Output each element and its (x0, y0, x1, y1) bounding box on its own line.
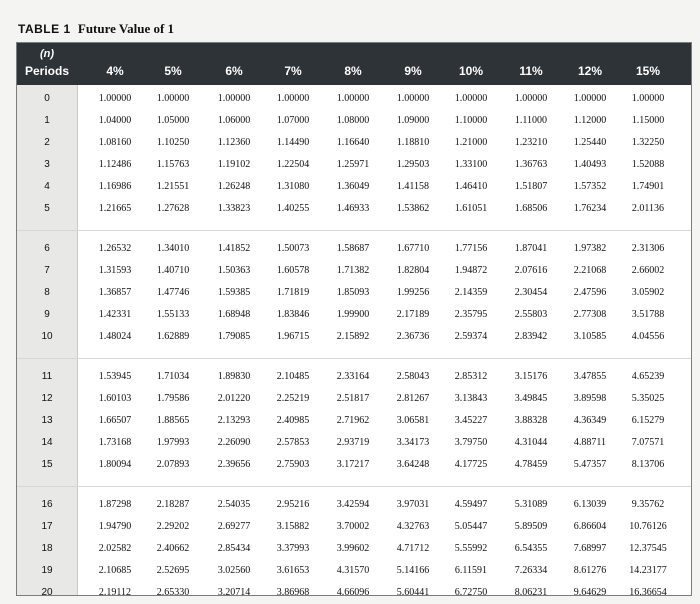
value-cell: 3.51788 (631, 309, 665, 320)
table-row (17, 200, 691, 220)
value-cell: 5.47357 (573, 459, 607, 470)
value-cell: 3.42594 (336, 499, 370, 510)
value-cell: 2.10685 (98, 565, 132, 576)
value-cell: 2.54035 (217, 499, 251, 510)
value-cell: 5.14166 (396, 565, 430, 576)
value-cell: 1.00000 (217, 93, 251, 104)
value-cell: 1.00000 (454, 93, 488, 104)
value-cell: 1.14490 (276, 137, 310, 148)
period-cell: 6 (44, 243, 50, 254)
value-cell: 1.79586 (156, 393, 190, 404)
value-cell: 2.47596 (573, 287, 607, 298)
future-value-table (16, 42, 692, 596)
period-cell: 14 (41, 437, 53, 448)
value-cell: 1.00000 (156, 93, 190, 104)
value-cell: 3.86968 (276, 587, 310, 598)
value-cell: 1.41852 (217, 243, 251, 254)
value-cell: 4.88711 (573, 437, 607, 448)
value-cell: 6.72750 (454, 587, 488, 598)
value-cell: 1.08000 (336, 115, 370, 126)
value-cell: 2.35795 (454, 309, 488, 320)
value-cell: 2.69277 (217, 521, 251, 532)
value-cell: 1.55133 (156, 309, 190, 320)
value-cell: 2.65330 (156, 587, 190, 598)
table-row (17, 306, 691, 326)
value-cell: 6.11591 (454, 565, 488, 576)
value-cell: 6.86604 (573, 521, 607, 532)
value-cell: 1.96715 (276, 331, 310, 342)
value-cell: 1.32250 (631, 137, 665, 148)
value-cell: 1.40493 (573, 159, 607, 170)
value-cell: 1.77156 (454, 243, 488, 254)
value-cell: 1.60103 (98, 393, 132, 404)
value-cell: 1.59385 (217, 287, 251, 298)
value-cell: 6.13039 (573, 499, 607, 510)
value-cell: 9.35762 (631, 499, 665, 510)
header-rate-1: 4% (106, 64, 124, 78)
value-cell: 1.62889 (156, 331, 190, 342)
period-cell: 8 (44, 287, 50, 298)
value-cell: 1.26532 (98, 243, 132, 254)
value-cell: 1.15000 (631, 115, 665, 126)
table-row (17, 156, 691, 176)
value-cell: 2.14359 (454, 287, 488, 298)
table-name: Future Value of 1 (77, 21, 175, 36)
value-cell: 2.75903 (276, 459, 310, 470)
value-cell: 1.00000 (336, 93, 370, 104)
table-row (17, 284, 691, 304)
value-cell: 1.50073 (276, 243, 310, 254)
value-cell: 1.06000 (217, 115, 251, 126)
value-cell: 1.36857 (98, 287, 132, 298)
period-cell: 19 (41, 565, 53, 576)
period-cell: 5 (44, 203, 50, 214)
period-cell: 3 (44, 159, 50, 170)
value-cell: 3.15176 (514, 371, 548, 382)
value-cell: 4.66096 (336, 587, 370, 598)
value-cell: 2.10485 (276, 371, 310, 382)
value-cell: 16.36654 (629, 587, 667, 598)
value-cell: 1.74901 (631, 181, 665, 192)
value-cell: 1.79085 (217, 331, 251, 342)
value-cell: 1.29503 (396, 159, 430, 170)
header-rate-8: 11% (519, 64, 543, 78)
value-cell: 3.49845 (514, 393, 548, 404)
value-cell: 1.26248 (217, 181, 251, 192)
value-cell: 2.77308 (573, 309, 607, 320)
value-cell: 1.22504 (276, 159, 310, 170)
value-cell: 1.40710 (156, 265, 190, 276)
table-row (17, 262, 691, 282)
value-cell: 1.10250 (156, 137, 190, 148)
period-cell: 2 (44, 137, 50, 148)
header-rate-4: 7% (284, 64, 302, 78)
value-cell: 1.21551 (156, 181, 190, 192)
value-cell: 2.36736 (396, 331, 430, 342)
value-cell: 2.66002 (631, 265, 665, 276)
value-cell: 1.00000 (276, 93, 310, 104)
value-cell: 1.23210 (514, 137, 548, 148)
table-label: TABLE 1 (18, 22, 71, 36)
header-rate-7: 10% (458, 64, 484, 78)
header-rate-2: 5% (164, 64, 182, 78)
value-cell: 8.13706 (631, 459, 665, 470)
value-cell: 4.17725 (454, 459, 488, 470)
value-cell: 2.21068 (573, 265, 607, 276)
table-row (17, 456, 691, 476)
table-row (17, 518, 691, 538)
value-cell: 3.15882 (276, 521, 310, 532)
value-cell: 3.10585 (573, 331, 607, 342)
value-cell: 3.05902 (631, 287, 665, 298)
value-cell: 2.17189 (396, 309, 430, 320)
period-cell: 0 (44, 93, 50, 104)
value-cell: 2.59374 (454, 331, 488, 342)
table-header (17, 43, 691, 85)
value-cell: 2.93719 (336, 437, 370, 448)
value-cell: 5.35025 (631, 393, 665, 404)
value-cell: 1.71382 (336, 265, 370, 276)
table-row (17, 390, 691, 410)
period-cell: 18 (41, 543, 53, 554)
table-row (17, 328, 691, 348)
value-cell: 1.12486 (98, 159, 132, 170)
value-cell: 2.33164 (336, 371, 370, 382)
table-row (17, 178, 691, 198)
value-cell: 1.19102 (217, 159, 251, 170)
value-cell: 3.20714 (217, 587, 251, 598)
value-cell: 1.99900 (336, 309, 370, 320)
value-cell: 4.31570 (336, 565, 370, 576)
value-cell: 1.25971 (336, 159, 370, 170)
value-cell: 1.07000 (276, 115, 310, 126)
table-row (17, 112, 691, 132)
value-cell: 2.85312 (454, 371, 488, 382)
value-cell: 1.53862 (396, 203, 430, 214)
period-cell: 1 (44, 115, 50, 126)
value-cell: 1.85093 (336, 287, 370, 298)
value-cell: 1.31080 (276, 181, 310, 192)
value-cell: 1.53945 (98, 371, 132, 382)
value-cell: 9.64629 (573, 587, 607, 598)
value-cell: 1.89830 (217, 371, 251, 382)
value-cell: 3.61653 (276, 565, 310, 576)
value-cell: 3.06581 (396, 415, 430, 426)
value-cell: 2.55803 (514, 309, 548, 320)
value-cell: 1.00000 (98, 93, 132, 104)
value-cell: 1.97382 (573, 243, 607, 254)
value-cell: 14.23177 (629, 565, 667, 576)
header-n-label: (n) (39, 48, 55, 60)
header-rate-10: 15% (635, 64, 661, 78)
value-cell: 1.97993 (156, 437, 190, 448)
period-cell: 15 (41, 459, 53, 470)
value-cell: 8.61276 (573, 565, 607, 576)
value-cell: 1.80094 (98, 459, 132, 470)
period-cell: 10 (41, 331, 53, 342)
value-cell: 4.78459 (514, 459, 548, 470)
header-rate-3: 6% (225, 64, 243, 78)
table-row (17, 584, 691, 604)
header-rate-9: 12% (577, 64, 603, 78)
table-row (17, 496, 691, 516)
value-cell: 3.64248 (396, 459, 430, 470)
value-cell: 3.97031 (396, 499, 430, 510)
value-cell: 1.12360 (217, 137, 251, 148)
value-cell: 2.01136 (631, 203, 665, 214)
value-cell: 4.31044 (514, 437, 548, 448)
value-cell: 1.83846 (276, 309, 310, 320)
value-cell: 2.40662 (156, 543, 190, 554)
value-cell: 2.15892 (336, 331, 370, 342)
value-cell: 2.58043 (396, 371, 430, 382)
value-cell: 2.52695 (156, 565, 190, 576)
value-cell: 4.71712 (396, 543, 430, 554)
value-cell: 1.51807 (514, 181, 548, 192)
table-row (17, 412, 691, 432)
value-cell: 1.47746 (156, 287, 190, 298)
value-cell: 1.46933 (336, 203, 370, 214)
value-cell: 2.19112 (98, 587, 132, 598)
period-cell: 16 (41, 499, 53, 510)
value-cell: 1.68948 (217, 309, 251, 320)
value-cell: 1.57352 (573, 181, 607, 192)
value-cell: 1.33823 (217, 203, 251, 214)
value-cell: 2.26090 (217, 437, 251, 448)
value-cell: 4.65239 (631, 371, 665, 382)
table-row (17, 134, 691, 154)
period-cell: 13 (41, 415, 53, 426)
value-cell: 1.34010 (156, 243, 190, 254)
table-row (17, 562, 691, 582)
table-title (18, 21, 174, 37)
value-cell: 1.73168 (98, 437, 132, 448)
value-cell: 1.00000 (396, 93, 430, 104)
value-cell: 3.13843 (454, 393, 488, 404)
group-divider (17, 230, 691, 231)
value-cell: 3.02560 (217, 565, 251, 576)
value-cell: 2.51817 (336, 393, 370, 404)
value-cell: 3.34173 (396, 437, 430, 448)
value-cell: 1.99256 (396, 287, 430, 298)
value-cell: 2.85434 (217, 543, 251, 554)
value-cell: 6.54355 (514, 543, 548, 554)
value-cell: 1.10000 (454, 115, 488, 126)
value-cell: 2.29202 (156, 521, 190, 532)
value-cell: 3.99602 (336, 543, 370, 554)
table-row (17, 434, 691, 454)
value-cell: 5.31089 (514, 499, 548, 510)
value-cell: 1.09000 (396, 115, 430, 126)
value-cell: 2.13293 (217, 415, 251, 426)
table-row (17, 368, 691, 388)
period-cell: 7 (44, 265, 50, 276)
value-cell: 1.71819 (276, 287, 310, 298)
value-cell: 5.89509 (514, 521, 548, 532)
value-cell: 3.37993 (276, 543, 310, 554)
group-divider (17, 486, 691, 487)
value-cell: 1.52088 (631, 159, 665, 170)
value-cell: 1.16986 (98, 181, 132, 192)
value-cell: 1.68506 (514, 203, 548, 214)
value-cell: 3.70002 (336, 521, 370, 532)
value-cell: 1.16640 (336, 137, 370, 148)
value-cell: 1.76234 (573, 203, 607, 214)
value-cell: 1.25440 (573, 137, 607, 148)
value-cell: 1.46410 (454, 181, 488, 192)
value-cell: 3.79750 (454, 437, 488, 448)
value-cell: 2.25219 (276, 393, 310, 404)
value-cell: 2.01220 (217, 393, 251, 404)
value-cell: 1.87041 (514, 243, 548, 254)
value-cell: 1.21665 (98, 203, 132, 214)
value-cell: 1.50363 (217, 265, 251, 276)
value-cell: 1.67710 (396, 243, 430, 254)
value-cell: 1.94790 (98, 521, 132, 532)
value-cell: 1.00000 (514, 93, 548, 104)
value-cell: 7.68997 (573, 543, 607, 554)
value-cell: 7.26334 (514, 565, 548, 576)
value-cell: 2.02582 (98, 543, 132, 554)
period-cell: 17 (41, 521, 53, 532)
value-cell: 2.39656 (217, 459, 251, 470)
value-cell: 1.40255 (276, 203, 310, 214)
period-cell: 11 (41, 371, 53, 382)
table-row (17, 90, 691, 110)
value-cell: 2.07893 (156, 459, 190, 470)
period-cell: 20 (41, 587, 53, 598)
value-cell: 1.41158 (396, 181, 430, 192)
group-divider (17, 358, 691, 359)
table-row (17, 240, 691, 260)
value-cell: 8.06231 (514, 587, 548, 598)
value-cell: 3.47855 (573, 371, 607, 382)
value-cell: 2.71962 (336, 415, 370, 426)
value-cell: 1.00000 (573, 93, 607, 104)
value-cell: 1.00000 (631, 93, 665, 104)
value-cell: 10.76126 (629, 521, 667, 532)
value-cell: 2.18287 (156, 499, 190, 510)
value-cell: 1.08160 (98, 137, 132, 148)
value-cell: 1.36763 (514, 159, 548, 170)
value-cell: 1.31593 (98, 265, 132, 276)
value-cell: 2.95216 (276, 499, 310, 510)
value-cell: 1.48024 (98, 331, 132, 342)
value-cell: 1.05000 (156, 115, 190, 126)
value-cell: 7.07571 (631, 437, 665, 448)
value-cell: 1.18810 (396, 137, 430, 148)
value-cell: 1.04000 (98, 115, 132, 126)
value-cell: 5.05447 (454, 521, 488, 532)
value-cell: 4.04556 (631, 331, 665, 342)
value-cell: 1.60578 (276, 265, 310, 276)
value-cell: 6.15279 (631, 415, 665, 426)
value-cell: 3.89598 (573, 393, 607, 404)
table-row (17, 540, 691, 560)
value-cell: 2.31306 (631, 243, 665, 254)
value-cell: 1.94872 (454, 265, 488, 276)
header-periods-label: Periods (24, 64, 69, 78)
value-cell: 1.61051 (454, 203, 488, 214)
value-cell: 1.82804 (396, 265, 430, 276)
value-cell: 1.27628 (156, 203, 190, 214)
value-cell: 2.57853 (276, 437, 310, 448)
value-cell: 4.32763 (396, 521, 430, 532)
value-cell: 4.36349 (573, 415, 607, 426)
value-cell: 3.17217 (336, 459, 370, 470)
value-cell: 1.15763 (156, 159, 190, 170)
value-cell: 2.40985 (276, 415, 310, 426)
value-cell: 1.87298 (98, 499, 132, 510)
value-cell: 5.55992 (454, 543, 488, 554)
value-cell: 2.81267 (396, 393, 430, 404)
value-cell: 1.66507 (98, 415, 132, 426)
value-cell: 1.21000 (454, 137, 488, 148)
value-cell: 12.37545 (629, 543, 667, 554)
value-cell: 1.36049 (336, 181, 370, 192)
value-cell: 1.42331 (98, 309, 132, 320)
value-cell: 5.60441 (396, 587, 430, 598)
value-cell: 1.88565 (156, 415, 190, 426)
value-cell: 1.58687 (336, 243, 370, 254)
period-cell: 12 (41, 393, 53, 404)
value-cell: 2.07616 (514, 265, 548, 276)
value-cell: 1.71034 (156, 371, 190, 382)
header-rate-5: 8% (344, 64, 362, 78)
value-cell: 3.45227 (454, 415, 488, 426)
value-cell: 1.33100 (454, 159, 488, 170)
value-cell: 1.12000 (573, 115, 607, 126)
period-cell: 9 (44, 309, 50, 320)
value-cell: 2.83942 (514, 331, 548, 342)
period-cell: 4 (44, 181, 50, 192)
value-cell: 3.88328 (514, 415, 548, 426)
value-cell: 1.11000 (514, 115, 548, 126)
header-rate-6: 9% (404, 64, 422, 78)
value-cell: 2.30454 (514, 287, 548, 298)
value-cell: 4.59497 (454, 499, 488, 510)
